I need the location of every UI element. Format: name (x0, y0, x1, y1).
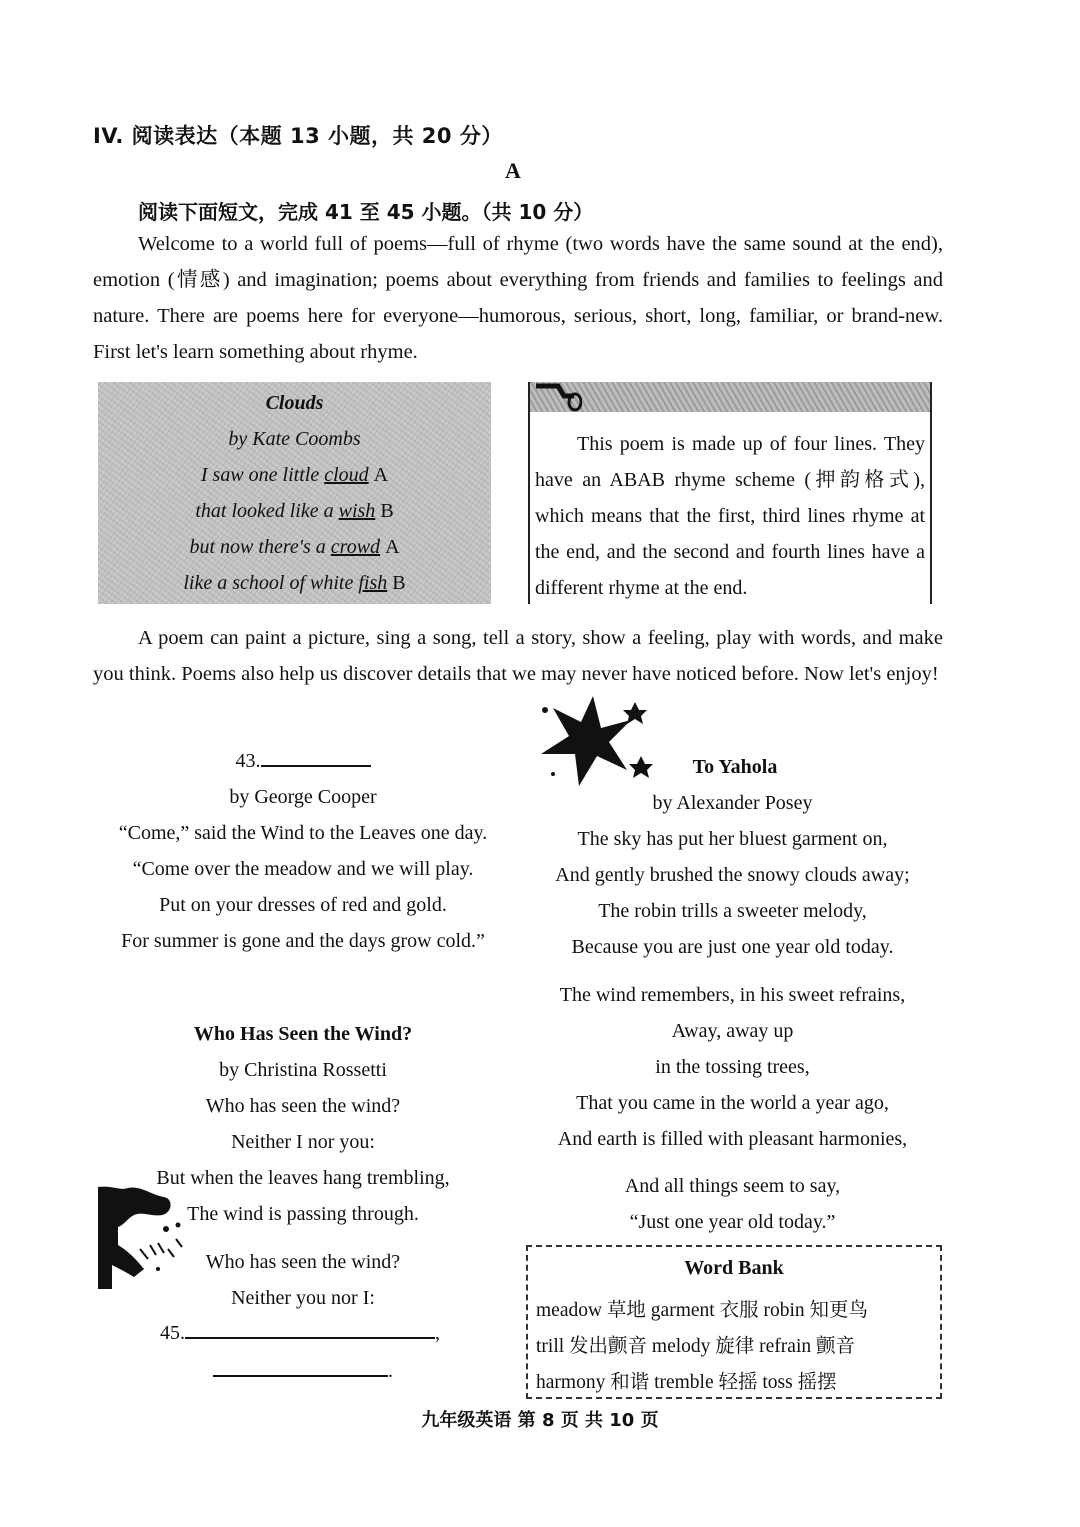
cooper-author: by George Cooper (229, 786, 377, 808)
word-bank-box (526, 1245, 942, 1399)
clouds-poem-box (98, 382, 491, 604)
section-heading: IV. 阅读表达（本题 13 小题，共 20 分） (93, 124, 503, 148)
yahola-author: by Alexander Posey (652, 792, 813, 814)
answer-line-45b: . (213, 1360, 393, 1383)
windy-tree-icon (94, 1185, 194, 1290)
part-label: A (505, 158, 521, 183)
paperclip-icon (534, 382, 582, 416)
yahola-line: Because you are just one year old today. (571, 936, 894, 958)
yahola-line: The wind remembers, in his sweet refrains, (559, 984, 906, 1006)
clouds-line: I saw one little cloud A (200, 464, 389, 486)
clouds-line: like a school of white fish B (183, 572, 406, 594)
page-footer: 九年级英语 第 8 页 共 10 页 (421, 1410, 659, 1431)
cooper-line: “Come,” said the Wind to the Leaves one day. (118, 822, 488, 844)
word-bank-row: trill 发出颤音 melody 旋律 refrain 颤音 (536, 1336, 855, 1357)
yahola-title: To Yahola (692, 756, 778, 778)
clouds-title: Clouds (265, 392, 324, 414)
cooper-line: Put on your dresses of red and gold. (159, 894, 447, 916)
yahola-line: That you came in the world a year ago, (576, 1092, 889, 1114)
intro-paragraph-2: A poem can paint a picture, sing a song, tell a story, show a feeling, play with words, and make you think. Poems also help us discover details that we may never have noticed before. Now let's enjoy! (93, 627, 943, 685)
yahola-line: And earth is filled with pleasant harmonies, (557, 1128, 908, 1150)
cooper-line: “Come over the meadow and we will play. (132, 858, 474, 880)
rossetti-author: by Christina Rossetti (219, 1059, 387, 1081)
intro-paragraph-1: Welcome to a world full of poems—full of rhyme (two words have the same sound at the end), emotion (情感) and imagination; poems about everything from friends and families to feelings and nature. There are poems here for everyone—humorous, serious, short, long, familiar, or brand-new. First let's learn something about rhyme. (93, 233, 943, 363)
cooper-title-line (93, 750, 513, 773)
star-decoration-icon (535, 692, 660, 792)
rossetti-line: Who has seen the wind? (205, 1095, 401, 1117)
rossetti-line: Who has seen the wind? (205, 1251, 401, 1273)
answer-line-45a: 45. , (160, 1322, 440, 1344)
rossetti-title: Who Has Seen the Wind? (193, 1023, 413, 1045)
yahola-line: “Just one year old today.” (629, 1211, 836, 1233)
answer-blank-45a[interactable] (185, 1337, 435, 1339)
cooper-line: For summer is gone and the days grow cold.” (121, 930, 485, 952)
rhyme-explanation-box (528, 382, 932, 604)
clouds-line: but now there's a crowd A (189, 536, 400, 558)
instructions: 阅读下面短文，完成 41 至 45 小题。（共 10 分） (138, 200, 594, 224)
word-bank-row: meadow 草地 garment 衣服 robin 知更鸟 (536, 1300, 868, 1321)
rhyme-explanation-text: This poem is made up of four lines. They have an ABAB rhyme scheme (押韵格式), which means that the first, third lines rhyme at the end, and the second and fourth lines have a different rhyme at the end. (535, 433, 925, 599)
question-number-43: 43. (235, 750, 261, 772)
yahola-line: The robin trills a sweeter melody, (598, 900, 867, 922)
word-bank-title: Word Bank (684, 1257, 784, 1279)
word-bank-row: harmony 和谐 tremble 轻摇 toss 摇摆 (536, 1372, 837, 1393)
rossetti-line: The wind is passing through. (187, 1203, 419, 1225)
yahola-line: And all things seem to say, (624, 1175, 841, 1197)
answer-blank-45b[interactable] (213, 1375, 388, 1377)
clouds-author: by Kate Coombs (228, 428, 361, 450)
rossetti-line: Neither I nor you: (231, 1131, 375, 1153)
yahola-line: The sky has put her bluest garment on, (577, 828, 888, 850)
rossetti-line: But when the leaves hang trembling, (156, 1167, 450, 1189)
rossetti-line: Neither you nor I: (231, 1287, 375, 1309)
yahola-line: And gently brushed the snowy clouds away; (555, 864, 910, 886)
yahola-line: Away, away up (671, 1020, 794, 1042)
yahola-line: in the tossing trees, (655, 1056, 810, 1078)
decorative-strip (530, 382, 930, 412)
answer-blank-43[interactable] (261, 765, 371, 767)
clouds-line: that looked like a wish B (195, 500, 394, 522)
